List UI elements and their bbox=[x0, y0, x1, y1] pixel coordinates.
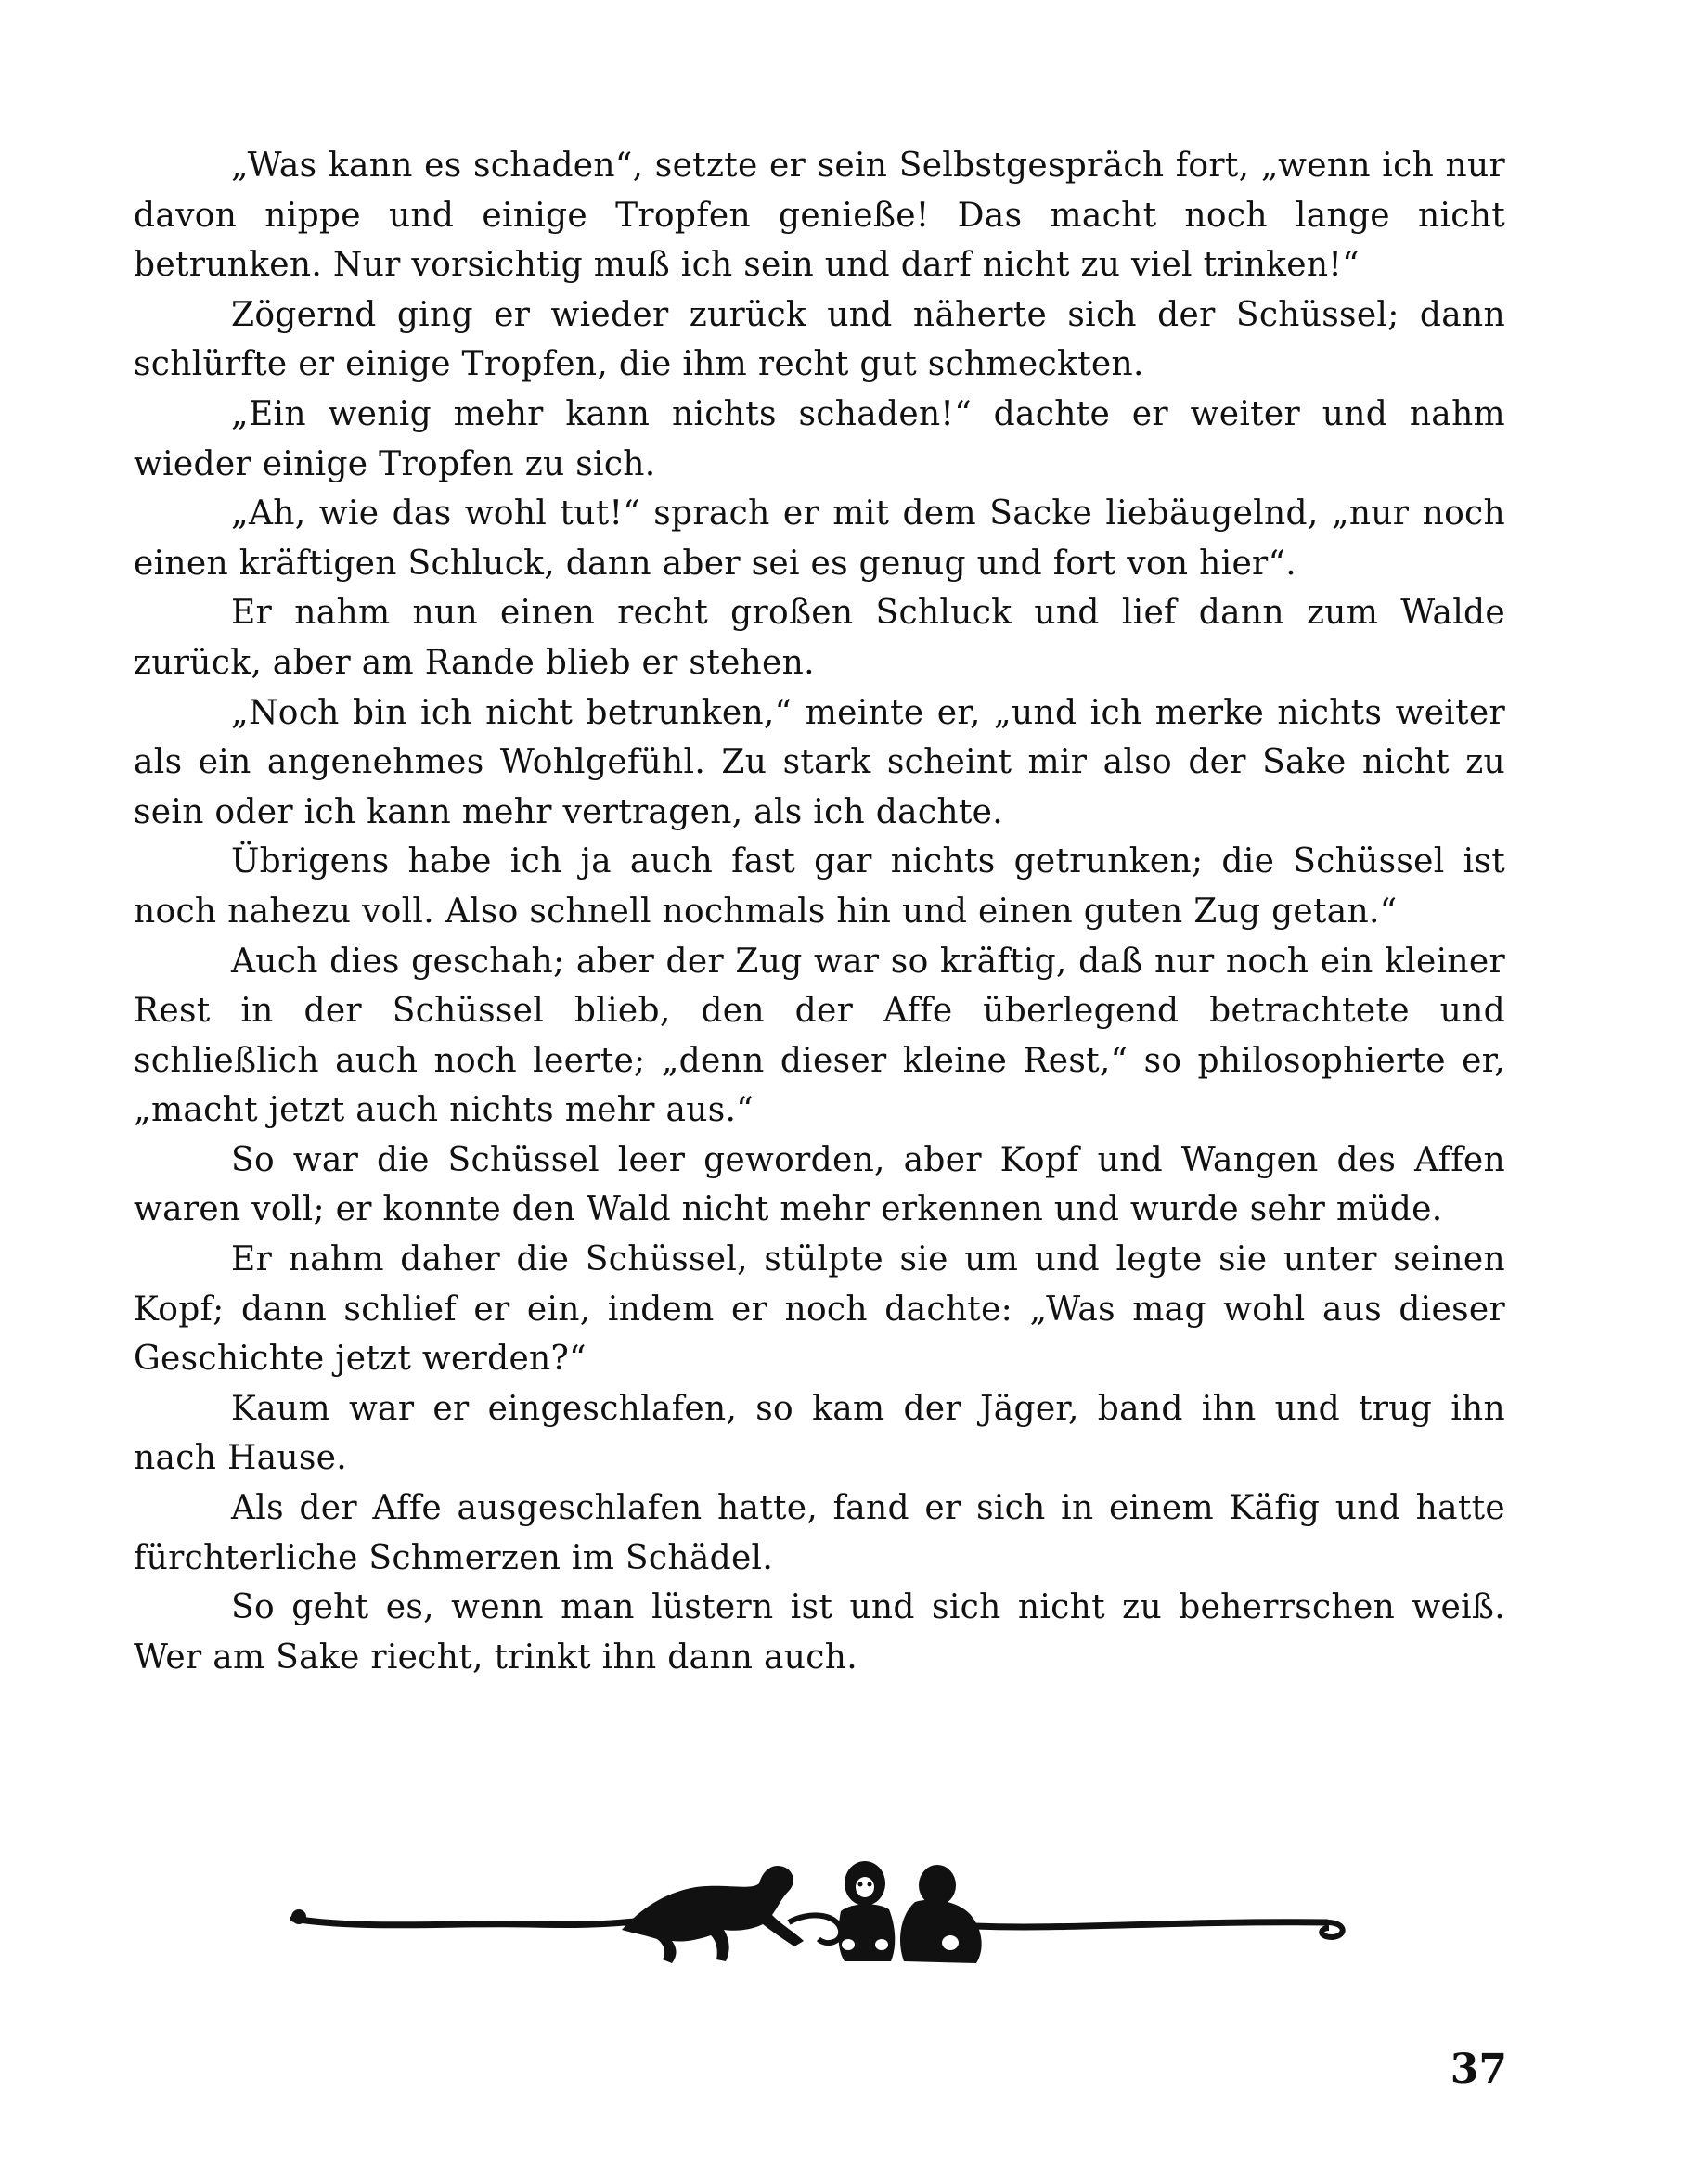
monkey-ornament-vignette bbox=[288, 1826, 1346, 1984]
paragraph: Zögernd ging er wieder zurück und näherte sich der Schüssel; dann schlürfte er einige Tropfen, die ihm recht gut schmeckten. bbox=[134, 295, 1505, 384]
paragraph: „Noch bin ich nicht betrunken,“ meinte er, „und ich merke nichts weiter als ein angenehmes Wohlgefühl. Zu stark scheint mir also der Sake nicht zu sein oder ich kann mehr vertragen, als ich dachte. bbox=[134, 693, 1505, 831]
body-text bbox=[134, 141, 1505, 1682]
paragraph: So geht es, wenn man lüstern ist und sich nicht zu beherrschen weiß. Wer am Sake riecht, trinkt ihn dann auch. bbox=[134, 1588, 1505, 1677]
paragraph: Als der Affe ausgeschlafen hatte, fand er sich in einem Käfig und hatte fürchterliche Schmerzen im Schädel. bbox=[134, 1489, 1505, 1577]
paragraph: „Ein wenig mehr kann nichts schaden!“ dachte er weiter und nahm wieder einige Tropfen zu sich. bbox=[134, 394, 1505, 483]
paragraph: „Ah, wie das wohl tut!“ sprach er mit dem Sacke liebäugelnd, „nur noch einen kräftigen Schluck, dann aber sei es genug und fort von hier“. bbox=[134, 495, 1505, 583]
paragraph: So war die Schüssel leer geworden, aber Kopf und Wangen des Affen waren voll; er konnte den Wald nicht mehr erkennen und wurde sehr müde. bbox=[134, 1140, 1505, 1229]
paragraph: „Was kann es schaden“, setzte er sein Selbstgespräch fort, „wenn ich nur davon nippe und einige Tropfen genieße! Das macht noch lange nicht betrunken. Nur vorsichtig muß ich sein und darf nicht zu viel trinken!“ bbox=[134, 147, 1505, 285]
paragraph: Er nahm daher die Schüssel, stülpte sie um und legte sie unter seinen Kopf; dann schlief er ein, indem er noch dachte: „Was mag wohl aus dieser Geschichte jetzt werden?“ bbox=[134, 1240, 1505, 1379]
paragraph: Er nahm nun einen recht großen Schluck und lief dann zum Walde zurück, aber am Rande blieb er stehen. bbox=[134, 594, 1505, 682]
paragraph: Auch dies geschah; aber der Zug war so kräftig, daß nur noch ein kleiner Rest in der Schüssel blieb, den der Affe überlegend betrachtete und schließlich auch noch leerte; „denn dieser kleine Rest,“ so philosophierte er, „macht jetzt auch nichts mehr aus.“ bbox=[134, 942, 1505, 1130]
paragraph: Übrigens habe ich ja auch fast gar nichts getrunken; die Schüssel ist noch nahezu voll. Also schnell nochmals hin und einen guten Zug getan.“ bbox=[134, 842, 1505, 931]
paragraph: Kaum war er eingeschlafen, so kam der Jäger, band ihn und trug ihn nach Hause. bbox=[134, 1389, 1505, 1478]
page-number: 37 bbox=[1450, 2046, 1507, 2093]
